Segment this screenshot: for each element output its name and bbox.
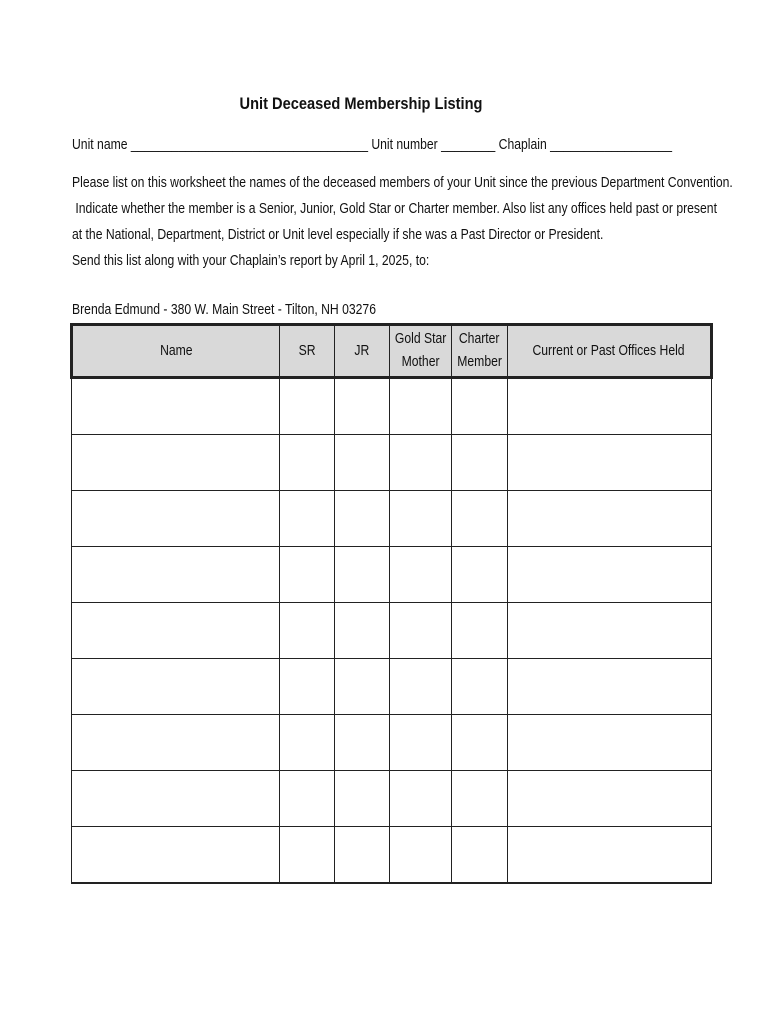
jr-cell[interactable] [335,659,390,715]
instruction-line-1: Please list on this worksheet the names of the deceased members of your Unit since the previous Department Convention. [72,175,733,191]
sr-cell[interactable] [280,435,335,491]
offices-cell[interactable] [508,827,712,884]
sr-cell[interactable] [280,547,335,603]
gold-star-cell[interactable] [390,435,452,491]
sr-cell[interactable] [280,715,335,771]
table-header-row [72,325,712,378]
name-cell[interactable] [72,378,280,435]
instruction-line-4: Send this list along with your Chaplain’s report by April 1, 2025, to: [72,253,430,269]
gold-star-cell[interactable] [390,659,452,715]
sr-cell[interactable] [280,771,335,827]
table-row [72,491,712,547]
header-name: Name [72,325,280,378]
charter-cell[interactable] [452,715,508,771]
header-charter-member: Charter Member [452,325,508,378]
offices-cell[interactable] [508,547,712,603]
gold-star-cell[interactable] [390,547,452,603]
table-row [72,603,712,659]
sr-cell[interactable] [280,491,335,547]
offices-cell[interactable] [508,771,712,827]
jr-cell[interactable] [335,435,390,491]
name-cell[interactable] [72,547,280,603]
name-cell[interactable] [72,491,280,547]
charter-cell[interactable] [452,603,508,659]
table-row [72,378,712,435]
jr-cell[interactable] [335,378,390,435]
jr-cell[interactable] [335,547,390,603]
table-row [72,435,712,491]
table-row [72,659,712,715]
gold-star-cell[interactable] [390,715,452,771]
charter-cell[interactable] [452,827,508,884]
name-cell[interactable] [72,827,280,884]
offices-cell[interactable] [508,603,712,659]
name-cell[interactable] [72,771,280,827]
charter-cell[interactable] [452,659,508,715]
gold-star-cell[interactable] [390,827,452,884]
jr-cell[interactable] [335,603,390,659]
gold-star-cell[interactable] [390,378,452,435]
sr-cell[interactable] [280,378,335,435]
name-cell[interactable] [72,603,280,659]
jr-cell[interactable] [335,715,390,771]
instruction-line-3: at the National, Department, District or Unit level especially if she was a Past Director or President. [72,227,604,243]
form-title: Unit Deceased Membership Listing [239,94,483,113]
instruction-line-2: Indicate whether the member is a Senior, Junior, Gold Star or Charter member. Also list any offices held past or present [72,201,717,217]
table-row [72,715,712,771]
charter-cell[interactable] [452,378,508,435]
charter-cell[interactable] [452,491,508,547]
charter-cell[interactable] [452,435,508,491]
table-body [72,378,712,884]
jr-cell[interactable] [335,771,390,827]
unit-info-line[interactable]: Unit name ___________________________________ Unit number ________ Chaplain __________________ [72,137,673,153]
charter-cell[interactable] [452,547,508,603]
gold-star-cell[interactable] [390,771,452,827]
name-cell[interactable] [72,435,280,491]
header-gold-star-mother: Gold Star Mother [390,325,452,378]
unit-info-fields[interactable] [72,137,770,153]
charter-cell[interactable] [452,771,508,827]
offices-cell[interactable] [508,491,712,547]
offices-cell[interactable] [508,659,712,715]
name-cell[interactable] [72,659,280,715]
header-sr: SR [280,325,335,378]
jr-cell[interactable] [335,827,390,884]
table-row [72,771,712,827]
table-row [72,827,712,884]
name-cell[interactable] [72,715,280,771]
jr-cell[interactable] [335,491,390,547]
deceased-members-table [70,323,713,884]
header-jr: JR [335,325,390,378]
mailing-address: Brenda Edmund - 380 W. Main Street - Tilton, NH 03276 [72,302,376,318]
sr-cell[interactable] [280,659,335,715]
header-offices-held: Current or Past Offices Held [508,325,712,378]
sr-cell[interactable] [280,827,335,884]
offices-cell[interactable] [508,378,712,435]
gold-star-cell[interactable] [390,491,452,547]
offices-cell[interactable] [508,435,712,491]
gold-star-cell[interactable] [390,603,452,659]
sr-cell[interactable] [280,603,335,659]
table-row [72,547,712,603]
offices-cell[interactable] [508,715,712,771]
